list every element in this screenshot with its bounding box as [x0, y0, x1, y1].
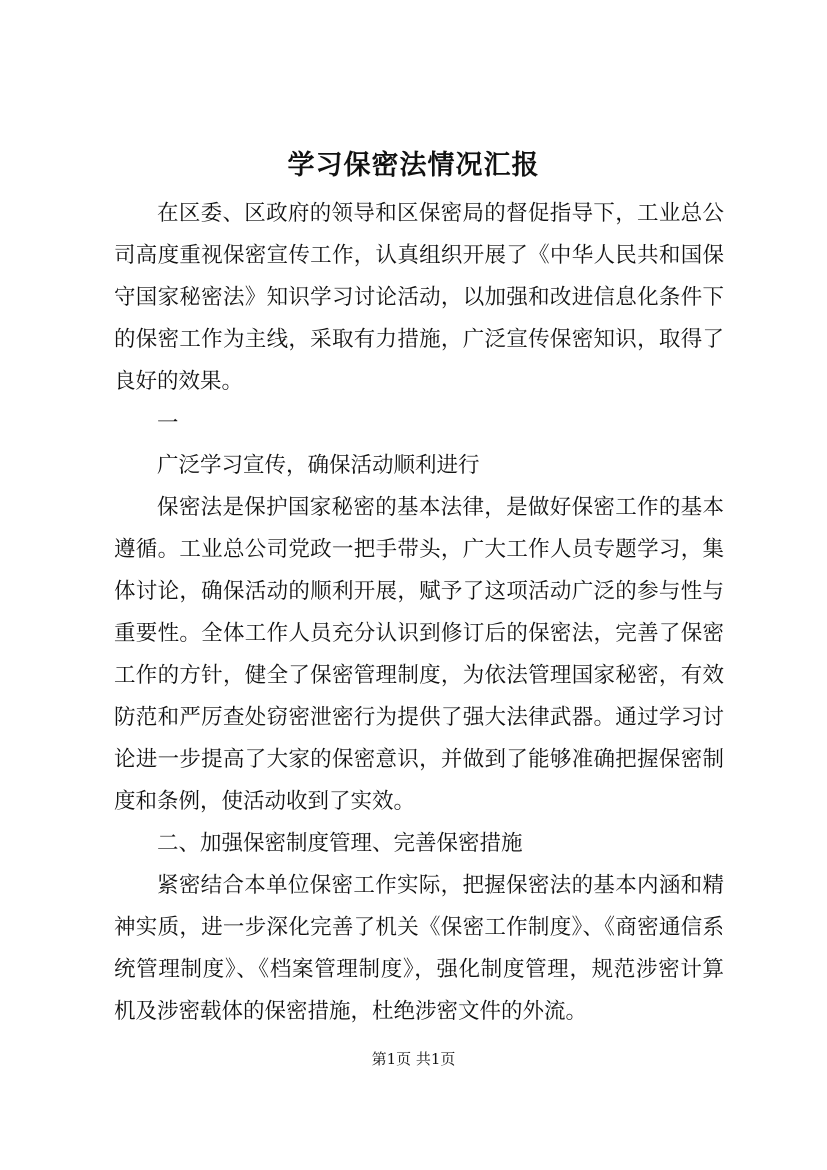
section-number: 一 — [157, 411, 179, 436]
section-heading-1: 广泛学习宣传，确保活动顺利进行 — [157, 453, 480, 478]
paragraph-section-2: 紧密结合本单位保密工作实际，把握保密法的基本内涵和精神实质，进一步深化完善了机关《保密工作制度》、《商密通信系统管理制度》、《档案管理制度》，强化制度管理，规范涉密计算机及涉密载体的保密措施，杜绝涉密文件的外流。 — [114, 873, 724, 1024]
page-footer: 第1页 共1页 — [371, 1050, 456, 1068]
paragraph-section-1: 保密法是保护国家秘密的基本法律，是做好保密工作的基本遵循。工业总公司党政一把手带头，广大工作人员专题学习，集体讨论，确保活动的顺利开展，赋予了这项活动广泛的参与性与重要性。全体工作人员充分认识到修订后的保密法，完善了保密工作的方针，健全了保密管理制度，为依法管理国家秘密，有效防范和严厉查处窃密泄密行为提供了强大法律武器。通过学习讨论进一步提高了大家的保密意识，并做到了能够准确把握保密制度和条例，使活动收到了实效。 — [114, 495, 724, 814]
paragraph-intro: 在区委、区政府的领导和区保密局的督促指导下，工业总公司高度重视保密宣传工作，认真组织开展了《中华人民共和国保守国家秘密法》知识学习讨论活动，以加强和改进信息化条件下的保密工作为主线，采取有力措施，广泛宣传保密知识，取得了良好的效果。 — [114, 201, 724, 394]
section-heading-2: 二、加强保密制度管理、完善保密措施 — [157, 831, 523, 856]
document-title: 学习保密法情况汇报 — [287, 150, 540, 181]
document-body — [114, 193, 724, 1033]
